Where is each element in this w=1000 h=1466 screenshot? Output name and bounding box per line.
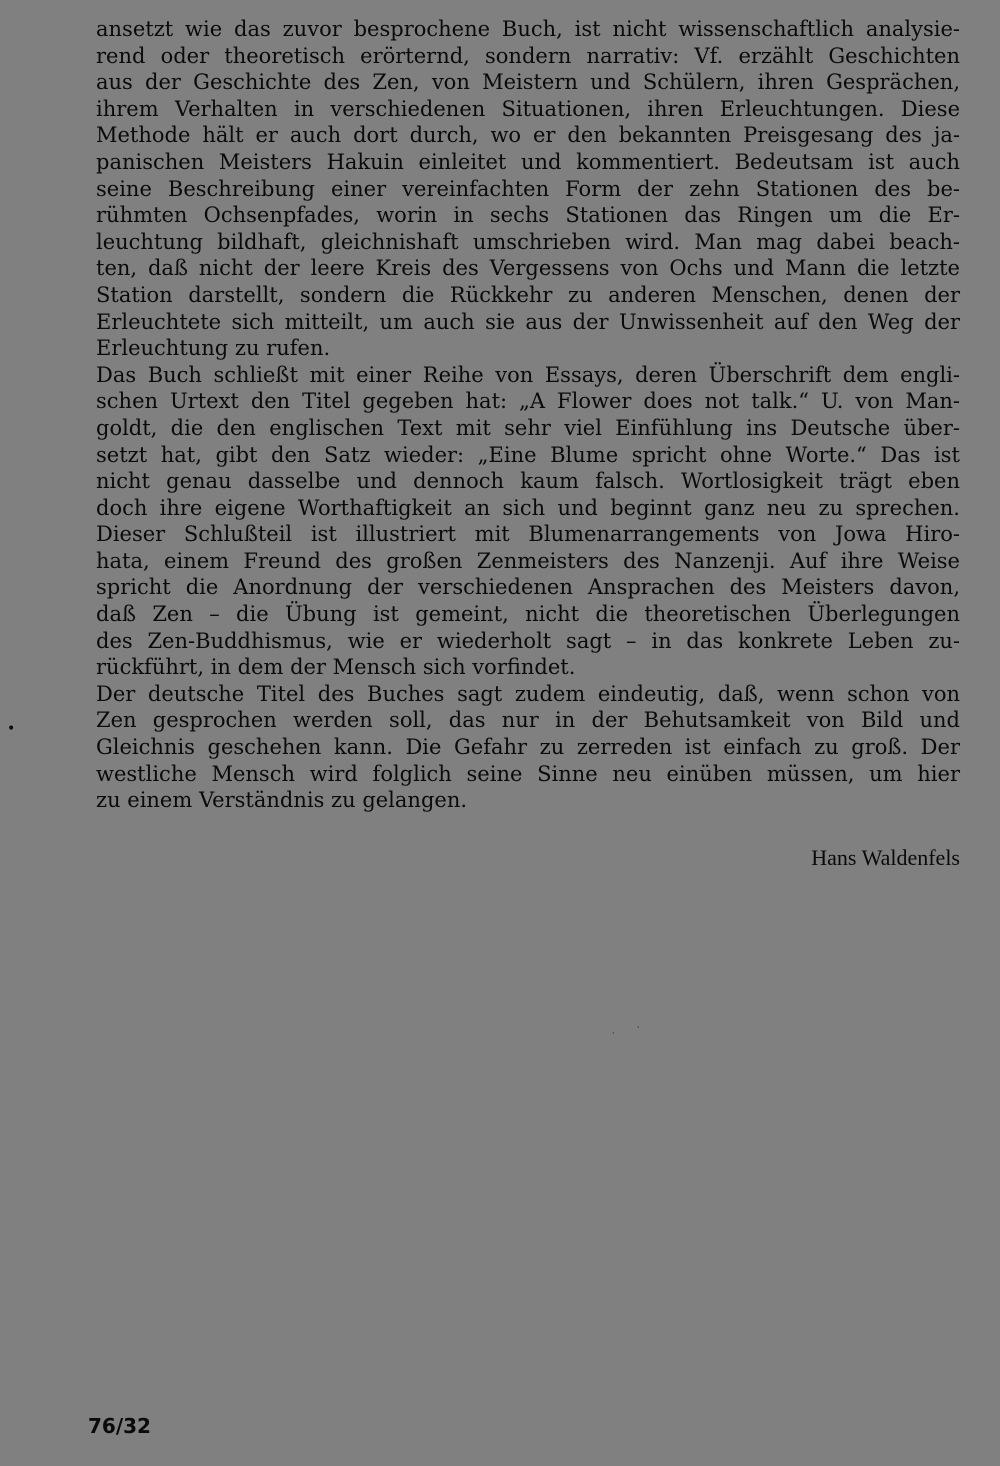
text-line: Das Buch schließt mit einer Reihe von Essays, deren Überschrift dem engli- <box>96 362 960 387</box>
text-line: Dieser Schlußteil ist illustriert mit Blumenarrangements von Jowa Hiro- <box>96 522 960 547</box>
text-line: Methode hält er auch dort durch, wo er den bekannten Preisgesang des ja- <box>96 123 960 148</box>
text-line: ansetzt wie das zuvor besprochene Buch, ist nicht wissenschaftlich analysie- <box>96 17 960 41</box>
text-line: daß Zen – die Übung ist gemeint, nicht die theoretischen Überlegungen <box>96 602 960 627</box>
text-line: goldt, die den englischen Text mit sehr viel Einfühlung ins Deutsche über- <box>96 415 960 440</box>
text-line: Der deutsche Titel des Buches sagt zudem eindeutig, daß, wenn schon von <box>96 681 960 706</box>
author-signature: Hans Waldenfels <box>811 845 960 870</box>
text-line: doch ihre eigene Worthaftigkeit an sich und beginnt ganz neu zu sprechen. <box>96 495 960 520</box>
text-line: rühmten Ochsenpfades, worin in sechs Stationen das Ringen um die Er- <box>96 203 960 228</box>
text-line: zu einem Verständnis zu gelangen. <box>96 788 468 813</box>
text-line: Erleuchtung zu rufen. <box>96 336 331 361</box>
text-line: des Zen-Buddhismus, wie er wiederholt sagt – in das konkrete Leben zu- <box>96 628 960 653</box>
page-number: 76/32 <box>88 1414 151 1438</box>
text-line: Zen gesprochen werden soll, das nur in der Behutsamkeit von Bild und <box>96 708 960 733</box>
review-text <box>96 16 960 814</box>
paragraph-2 <box>96 362 960 681</box>
text-line: hata, einem Freund des großen Zenmeisters des Nanzenji. Auf ihre Weise <box>96 548 960 573</box>
text-line: ihrem Verhalten in verschiedenen Situationen, ihren Erleuchtungen. Diese <box>96 96 960 121</box>
text-line: panischen Meisters Hakuin einleitet und kommentiert. Bedeutsam ist auch <box>96 149 960 174</box>
text-line: ten, daß nicht der leere Kreis des Vergessens von Ochs und Mann die letzte <box>96 256 960 281</box>
text-line: rückführt, in dem der Mensch sich vorfindet. <box>96 655 576 680</box>
text-line: leuchtung bildhaft, gleichnishaft umschrieben wird. Man mag dabei beach- <box>96 229 960 254</box>
text-line: schen Urtext den Titel gegeben hat: „A Flower does not talk.“ U. von Man- <box>96 389 960 414</box>
text-line: westliche Mensch wird folglich seine Sinne neu einüben müssen, um hier <box>96 761 960 786</box>
scan-speck: · <box>612 1029 615 1038</box>
paragraph-3 <box>96 681 960 814</box>
scan-speck: · <box>637 1023 640 1032</box>
paragraph-1 <box>96 16 960 362</box>
text-line: Gleichnis geschehen kann. Die Gefahr zu zerreden ist einfach zu groß. Der <box>96 735 960 760</box>
text-line: nicht genau dasselbe und dennoch kaum falsch. Wortlosigkeit trägt eben <box>96 469 960 494</box>
text-line: rend oder theoretisch erörternd, sondern narrativ: Vf. erzählt Geschichten <box>96 43 960 68</box>
text-line: Erleuchtete sich mitteilt, um auch sie aus der Unwissenheit auf den Weg der <box>96 309 960 334</box>
text-line: setzt hat, gibt den Satz wieder: „Eine Blume spricht ohne Worte.“ Das ist <box>96 442 960 467</box>
text-line: spricht die Anordnung der verschiedenen Ansprachen des Meisters davon, <box>96 575 960 600</box>
text-line: Station darstellt, sondern die Rückkehr zu anderen Menschen, denen der <box>96 282 960 307</box>
text-line: aus der Geschichte des Zen, von Meistern und Schülern, ihren Gesprächen, <box>96 70 960 95</box>
margin-bullet-mark: • <box>7 721 16 737</box>
text-line: seine Beschreibung einer vereinfachten Form der zehn Stationen des be- <box>96 176 960 201</box>
